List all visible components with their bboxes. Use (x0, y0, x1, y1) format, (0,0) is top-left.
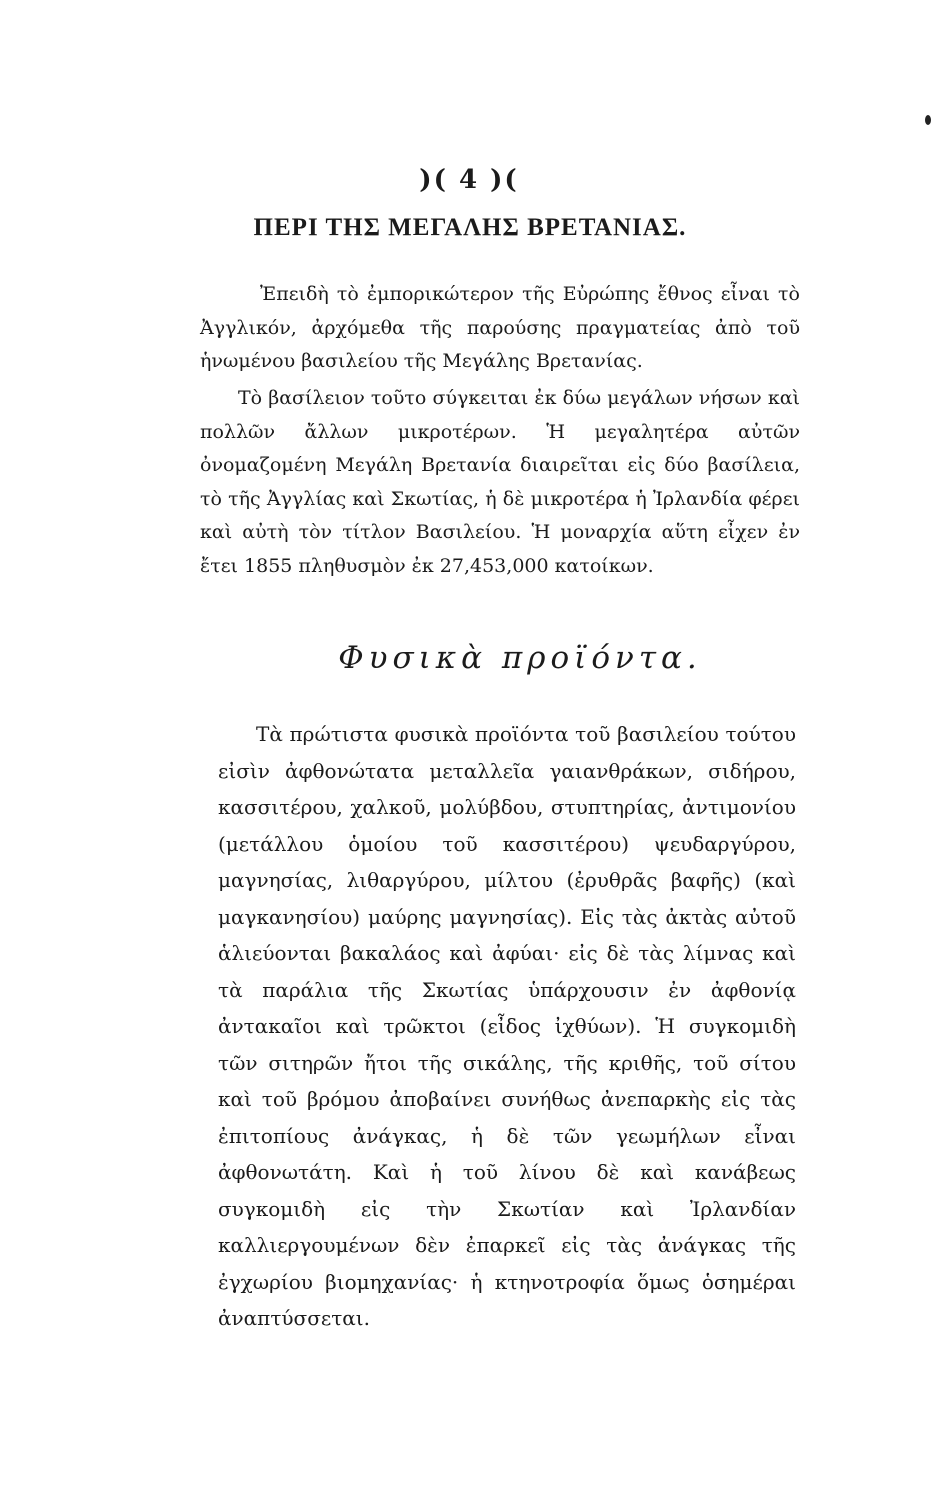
ink-speck (925, 115, 931, 125)
paragraph-kingdom: Τὸ βασίλειον τοῦτο σύγκειται ἐκ δύω μεγάλων νήσων καὶ πολλῶν ἄλλων μικροτέρων. Ἡ μεγαλητέρα αὐτῶν ὀνομαζομένη Μεγάλη Βρετανία διαιρεῖται εἰς δύο βασίλεια, τὸ τῆς Ἀγγλίας καὶ Σκωτίας, ἡ δὲ μικροτέρα ἡ Ἰρλανδία φέρει καὶ αὐτὴ τὸν τίτλον Βασιλείου. Ἡ μοναρχία αὕτη εἶχεν ἐν ἔτει 1855 πληθυσμὸν ἐκ 27,453,000 κατοίκων. (200, 387, 800, 577)
paragraph-products: Τὰ πρώτιστα φυσικὰ προϊόντα τοῦ βασιλείου τούτου εἰσὶν ἀφθονώτατα μεταλλεῖα γαιανθράκων, σιδήρου, κασσιτέρου, χαλκοῦ, μολύβδου, στυπτηρίας, ἀντιμονίου (μετάλλου ὁμοίου τοῦ κασσιτέρου) ψευδαργύρου, μαγνησίας, λιθαργύρου, μίλτου (ἐρυθρᾶς βαφῆς) (καὶ μαγκανησίου) μαύρης μαγνησίας). Εἰς τὰς ἀκτὰς αὐτοῦ ἁλιεύονται βακαλάος καὶ ἀφύαι· εἰς δὲ τὰς λίμνας καὶ τὰ παράλια τῆς Σκωτίας ὑπάρχουσιν ἐν ἀφθονίᾳ ἀντακαῖοι καὶ τρῶκτοι (εἶδος ἰχθύων). Ἡ συγκομιδὴ τῶν σιτηρῶν ἤτοι τῆς σικάλης, τῆς κριθῆς, τοῦ σίτου καὶ τοῦ βρόμου ἀποβαίνει συνήθως ἀνεπαρκὴς εἰς τὰς ἐπιτοπίους ἀνάγκας, ἡ δὲ τῶν γεωμήλων εἶναι ἀφθονωτάτη. Καὶ ἡ τοῦ λίνου δὲ καὶ κανάβεως συγκομιδὴ εἰς τὴν Σκωτίαν καὶ Ἰρλανδίαν καλλιεργουμένων δὲν ἐπαρκεῖ εἰς τὰς ἀνάγκας τῆς ἐγχωρίου βιομηχανίας· ἡ κτηνοτροφία ὅμως ὁσημέραι ἀναπτύσσεται. (218, 722, 796, 1330)
page-title: ΠΕΡΙ ΤΗΣ ΜΕΓΑΛΗΣ ΒΡΕΤΑΝΙΑΣ. (253, 214, 687, 241)
section-heading: Φυσικὰ προϊόντα. (338, 640, 702, 676)
page-number: )( 4 )( (419, 165, 519, 195)
paragraph-intro: Ἐπειδὴ τὸ ἐμπορικώτερον τῆς Εὐρώπης ἔθνος εἶναι τὸ Ἀγγλικόν, ἀρχόμεθα τῆς παρούσης πραγματείας ἀπὸ τοῦ ἡνωμένου βασιλείου τῆς Μεγάλης Βρετανίας. (200, 283, 800, 372)
